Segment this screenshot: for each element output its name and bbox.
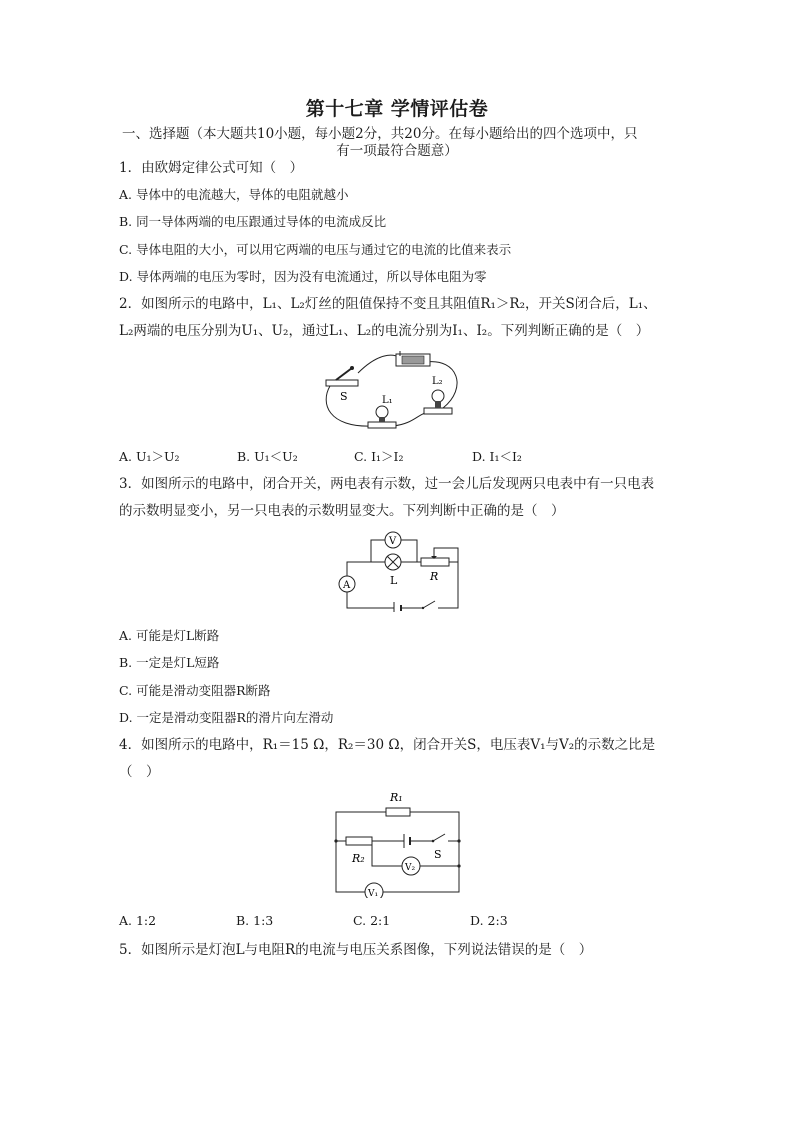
- q3-rheostat-label: R: [430, 570, 439, 583]
- q4-r2-label: R₂: [352, 852, 365, 865]
- q5-stem: 5．如图所示是灯泡L与电阻R的电流与电压关系图像，下列说法错误的是（ ）: [119, 942, 593, 958]
- q3-voltmeter-label: V: [389, 536, 397, 547]
- q1-option-d: D. 导体两端的电压为零时，因为没有电流通过，所以导体电阻为零: [119, 269, 487, 284]
- q1-option-b: B. 同一导体两端的电压跟通过导体的电流成反比: [119, 214, 387, 229]
- q4-option-b: B. 1:3: [236, 913, 274, 928]
- q4-v1-label: V₁: [368, 889, 379, 898]
- q1-option-a: A. 导体中的电流越大，导体的电阻就越小: [119, 187, 349, 202]
- q4-stem-line2: （ ）: [119, 764, 160, 780]
- q2-circuit-figure: [318, 348, 468, 438]
- q1-option-c: C. 导体电阻的大小，可以用它两端的电压与通过它的电流的比值来表示: [119, 242, 512, 257]
- section-heading: 一、选择题（本大题共10小题，每小题2分，共20分。在每小题给出的四个选项中，只: [122, 126, 638, 142]
- q2-lamp2-label: L₂: [432, 376, 443, 387]
- q2-switch-label: S: [340, 390, 348, 403]
- q1-stem: 1．由欧姆定律公式可知（ ）: [119, 160, 304, 176]
- q2-options: [119, 447, 522, 465]
- q3-stem-line1: 3．如图所示的电路中，闭合开关，两电表有示数，过一会儿后发现两只电表中有一只电表: [119, 476, 655, 492]
- q3-option-c: C. 可能是滑动变阻器R断路: [119, 683, 271, 698]
- q4-option-d: D. 2:3: [470, 913, 508, 928]
- q2-stem-line2: L₂两端的电压分别为U₁、U₂，通过L₁、L₂的电流分别为I₁、I₂。下列判断正确的是（ ）: [119, 323, 650, 339]
- q3-option-a: A. 可能是灯L断路: [119, 628, 220, 643]
- page-title: 第十七章 学情评估卷: [305, 98, 489, 120]
- q3-stem-line2: 的示数明显变小，另一只电表的示数明显变大。下列判断中正确的是（ ）: [119, 503, 565, 519]
- q3-option-b: B. 一定是灯L短路: [119, 655, 220, 670]
- q4-v2-label: V₂: [405, 863, 416, 873]
- q2-option-d: D. I₁＜I₂: [472, 449, 522, 464]
- q4-switch-label: S: [434, 848, 442, 861]
- q2-option-b: B. U₁＜U₂: [237, 449, 298, 464]
- q2-stem-line1: 2．如图所示的电路中，L₁、L₂灯丝的阻值保持不变且其阻值R₁＞R₂，开关S闭合后，L₁、: [119, 296, 657, 312]
- q4-options: [119, 913, 508, 928]
- q3-lamp-label: L: [390, 574, 398, 587]
- q4-option-a: A. 1:2: [119, 913, 157, 928]
- q4-r1-label: R₁: [390, 791, 403, 804]
- q4-circuit-figure: [330, 786, 465, 898]
- section-heading-cont: 有一项最符合题意）: [336, 143, 458, 159]
- q4-option-c: C. 2:1: [353, 913, 391, 928]
- q2-option-c: C. I₁＞I₂: [354, 449, 404, 464]
- q2-lamp1-label: L₁: [382, 395, 393, 406]
- q3-ammeter-label: A: [343, 580, 351, 591]
- q2-option-a: A. U₁＞U₂: [119, 449, 180, 464]
- q4-stem-line1: 4．如图所示的电路中，R₁＝15 Ω，R₂＝30 Ω，闭合开关S，电压表V₁与V₂的示数之比是: [119, 737, 656, 753]
- q3-circuit-figure: [330, 528, 465, 612]
- q3-option-d: D. 一定是滑动变阻器R的滑片向左滑动: [119, 710, 334, 725]
